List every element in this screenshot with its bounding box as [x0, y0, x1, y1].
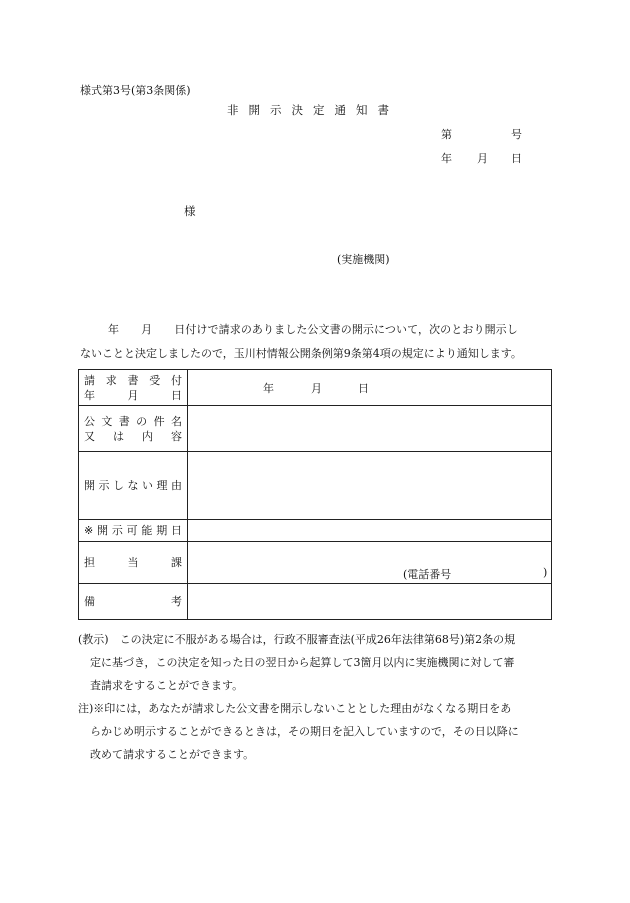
label-char: 由 — [171, 479, 182, 492]
label-char: 内 — [142, 429, 153, 443]
label-char: 課 — [171, 556, 182, 569]
label-char: 付 — [171, 373, 182, 387]
label-line — [84, 414, 182, 429]
value-month: 月 — [311, 382, 322, 395]
table-row — [79, 584, 552, 620]
label-line — [84, 373, 182, 388]
body-year: 年 — [108, 323, 120, 336]
label-line — [84, 388, 182, 403]
label-char: 名 — [170, 414, 182, 428]
label-char: 当 — [127, 556, 139, 569]
value-remarks — [188, 584, 552, 620]
form-number: 様式第3号(第3条関係) — [80, 84, 191, 97]
label-document-name — [79, 406, 188, 452]
label-char: 示 — [98, 479, 110, 492]
date-day-label: 日 — [511, 152, 522, 165]
label-char: 可 — [126, 524, 138, 537]
label-char: 開 — [84, 479, 95, 492]
label-char: し — [113, 479, 124, 492]
addressee-honorific: 様 — [184, 204, 196, 218]
value-day: 日 — [358, 382, 369, 395]
table-row — [79, 520, 552, 542]
value-document-name — [188, 406, 552, 452]
label-char: 受 — [149, 373, 161, 387]
instruction-line1: (教示) この決定に不服がある場合は，行政不服審査法(平成26年法律第68号)第2条の規 — [78, 633, 516, 646]
label-char: 備 — [84, 595, 95, 608]
label-char: は — [113, 429, 124, 443]
label-char: 理 — [156, 479, 168, 492]
date-month-label: 月 — [477, 152, 488, 165]
label-char: 書 — [127, 373, 139, 387]
label-char: 求 — [105, 373, 117, 387]
label-char: 担 — [84, 556, 95, 569]
note-line2: らかじめ明示することができるときは，その期日を記入していますので，その日以降に — [90, 725, 519, 738]
label-remarks — [79, 584, 188, 620]
body-month: 月 — [141, 323, 153, 336]
body-paragraph-line1 — [80, 321, 518, 337]
label-char: 月 — [127, 388, 139, 402]
label-char: 考 — [171, 595, 182, 608]
sender-agency: (実施機関) — [337, 253, 390, 266]
label-line — [84, 523, 182, 538]
table-row — [79, 452, 552, 520]
label-char: 能 — [141, 524, 153, 537]
label-char: 公 — [84, 414, 95, 428]
label-char: 請 — [84, 373, 95, 387]
label-line — [84, 429, 182, 444]
label-char: の — [136, 414, 148, 428]
number-prefix: 第 — [441, 128, 452, 141]
label-char: 又 — [84, 429, 95, 443]
body-line1-text: 日付けで請求のありました公文書の開示について，次のとおり開示し — [174, 323, 518, 336]
note-line3: 改めて請求することができます。 — [90, 748, 255, 761]
label-available-date — [79, 520, 188, 542]
label-char: 年 — [84, 388, 95, 402]
label-char: 書 — [118, 414, 130, 428]
date-year-label: 年 — [441, 152, 452, 165]
note-line1: 注)※印には，あなたが請求した公文書を開示しないこととした理由がなくなる期日をあ — [78, 702, 512, 715]
label-char: ※ — [84, 524, 94, 537]
label-char: 示 — [111, 524, 123, 537]
label-char: 期 — [156, 524, 168, 537]
table-row — [79, 406, 552, 452]
label-char: 日 — [171, 524, 182, 537]
label-char: 日 — [171, 388, 182, 402]
table-row — [79, 370, 552, 406]
label-char: 文 — [101, 414, 113, 428]
instruction-line2: 定に基づき，この決定を知った日の翌日から起算して3箇月以内に実施機関に対して審 — [90, 656, 515, 669]
document-title: 非開示決定通知書 — [227, 103, 399, 117]
table-row — [79, 542, 552, 584]
label-char: な — [127, 479, 139, 492]
label-char: い — [142, 479, 153, 492]
label-line — [84, 555, 182, 570]
value-available-date — [188, 520, 552, 542]
label-char: 開 — [97, 524, 109, 537]
value-department — [188, 542, 552, 584]
value-reason — [188, 452, 552, 520]
phone-number-label: (電話番号 — [403, 568, 452, 581]
label-line — [84, 594, 182, 609]
info-table — [78, 369, 552, 620]
label-department — [79, 542, 188, 584]
label-request-date — [79, 370, 188, 406]
body-paragraph-line2: ないことと決定しましたので，玉川村情報公開条例第9条第4項の規定により通知します。 — [80, 347, 522, 360]
number-suffix: 号 — [511, 128, 522, 141]
value-year: 年 — [263, 382, 274, 395]
label-char: 件 — [153, 414, 165, 428]
instruction-line3: 査請求をすることができます。 — [90, 679, 244, 692]
label-char: 容 — [171, 429, 182, 443]
phone-number-close: ) — [543, 566, 548, 579]
label-reason — [79, 452, 188, 520]
label-line — [84, 478, 182, 493]
value-request-date — [188, 370, 552, 406]
